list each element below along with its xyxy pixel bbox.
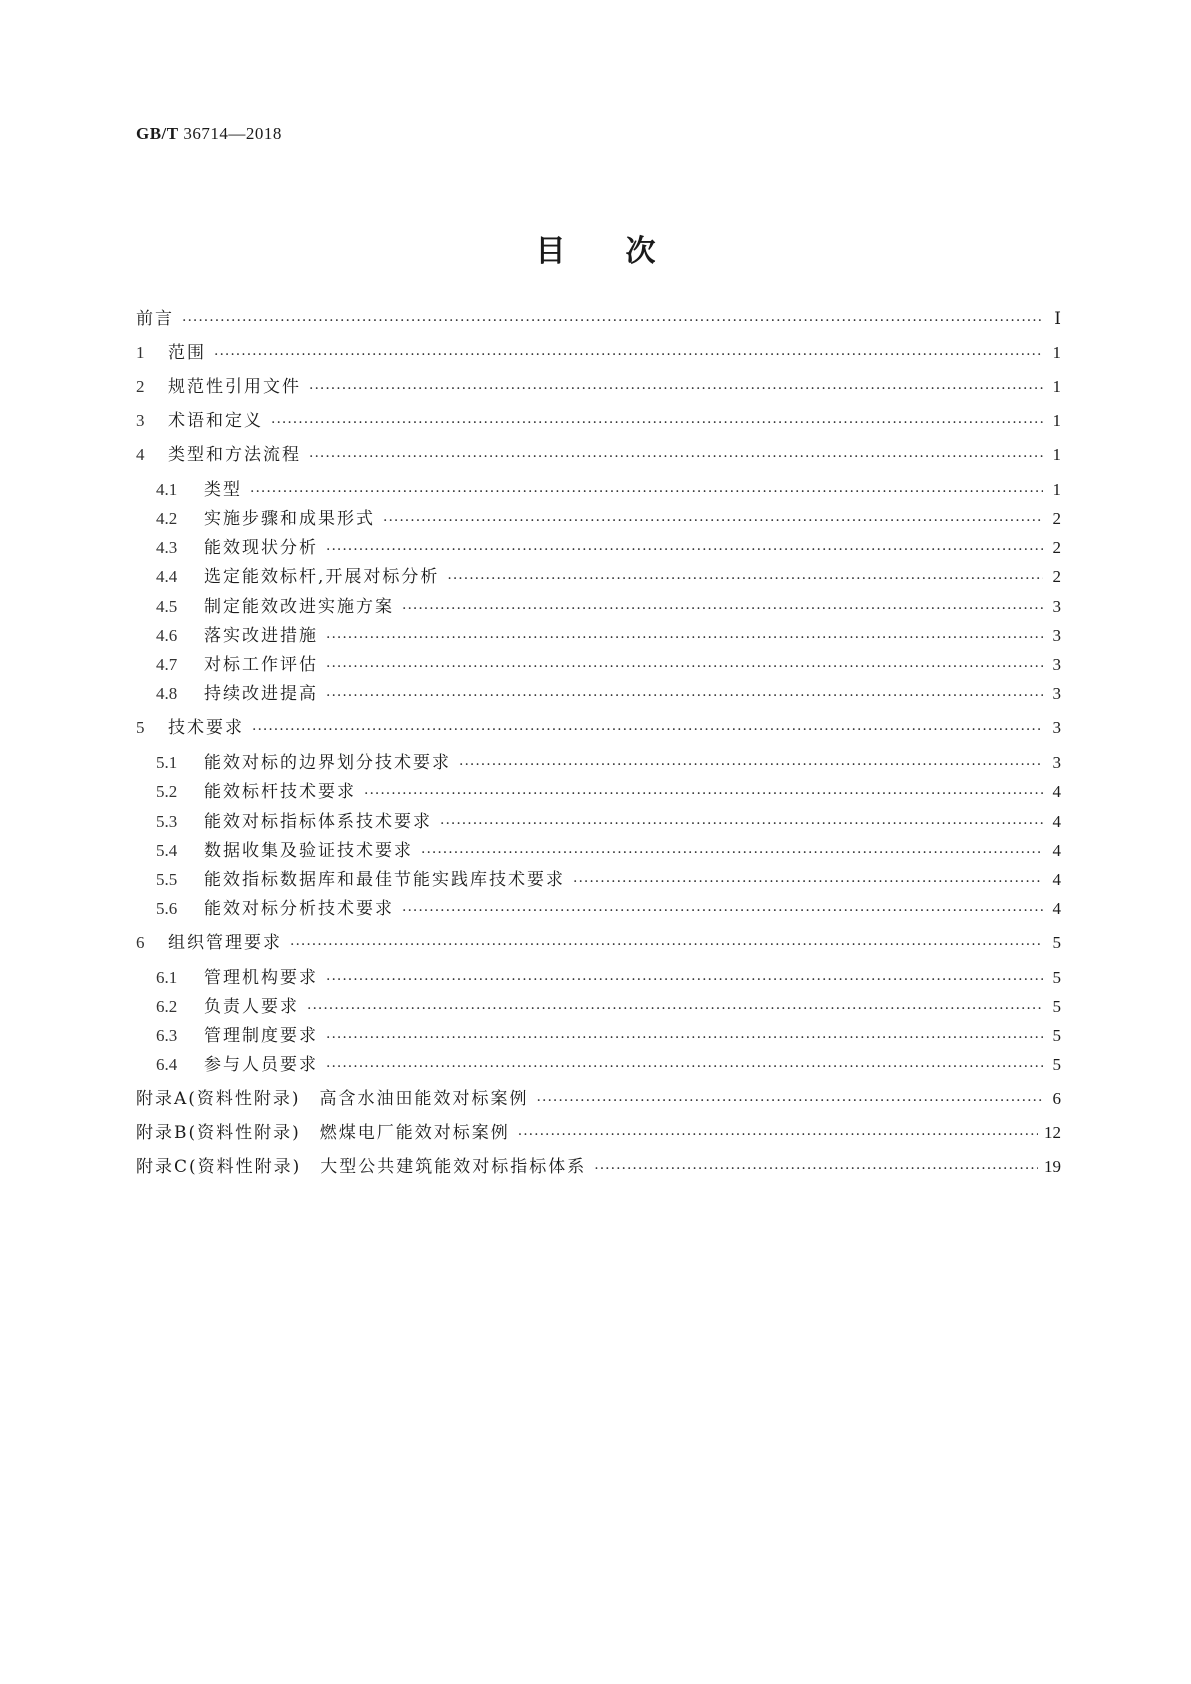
toc-leader-dots <box>537 1087 1043 1111</box>
toc-leader-dots <box>440 810 1043 834</box>
toc-entry[interactable] <box>136 409 1061 433</box>
toc-entry-number: 1 <box>136 343 145 362</box>
toc-entry[interactable] <box>156 507 1061 531</box>
toc-entry[interactable] <box>156 565 1061 589</box>
toc-entry-label: 范围 <box>168 343 206 363</box>
toc-entry-page-number: 1 <box>1052 377 1061 396</box>
toc-entry[interactable] <box>156 995 1061 1019</box>
toc-leader-dots <box>326 1053 1043 1077</box>
toc-entry-page-number: 1 <box>1052 411 1061 430</box>
toc-entry-page-number: Ⅰ <box>1054 309 1061 328</box>
toc-leader-dots <box>447 565 1043 589</box>
toc-entry-page-number: 1 <box>1052 343 1061 362</box>
toc-entry-page-number: 2 <box>1052 567 1061 586</box>
toc-entry-page-number: 4 <box>1052 812 1061 831</box>
toc-entry-label: 前言 <box>136 309 174 329</box>
toc-entry[interactable] <box>136 1155 1061 1179</box>
toc-entry-page-number: 3 <box>1052 718 1061 737</box>
toc-entry-page-number: 2 <box>1052 538 1061 557</box>
standard-number: 36714—2018 <box>183 124 282 143</box>
toc-entry-label: 制定能效改进实施方案 <box>204 597 394 617</box>
toc-entry-label: 组织管理要求 <box>168 933 282 953</box>
toc-entry-page-number: 5 <box>1052 997 1061 1016</box>
toc-leader-dots <box>402 595 1043 619</box>
toc-entry-page-number: 12 <box>1044 1123 1061 1142</box>
toc-entry[interactable] <box>156 1024 1061 1048</box>
standard-prefix: GB/T <box>136 124 179 143</box>
toc-entry[interactable] <box>156 653 1061 677</box>
toc-entry-label: 术语和定义 <box>168 411 263 431</box>
toc-entry-number: 4.6 <box>156 626 178 645</box>
toc-leader-dots <box>309 375 1043 399</box>
toc-leader-dots <box>326 1024 1043 1048</box>
toc-entry-number: 6.2 <box>156 997 178 1016</box>
toc-leader-dots <box>271 409 1043 433</box>
toc-entry-page-number: 5 <box>1052 1055 1061 1074</box>
toc-leader-dots <box>326 624 1043 648</box>
toc-entry-label: 技术要求 <box>168 718 244 738</box>
toc-entry-number: 4.3 <box>156 538 178 557</box>
toc-entry-page-number: 4 <box>1052 782 1061 801</box>
toc-entry-page-number: 1 <box>1052 445 1061 464</box>
toc-entry-number: 5.6 <box>156 899 178 918</box>
toc-entry-number: 6.3 <box>156 1026 178 1045</box>
toc-entry-number: 4.5 <box>156 597 178 616</box>
toc-entry-label: 持续改进提高 <box>204 684 318 704</box>
page-title: 目次 <box>535 234 716 269</box>
toc-entry-page-number: 4 <box>1052 841 1061 860</box>
toc-entry-label: 落实改进措施 <box>204 626 318 646</box>
toc-entry[interactable] <box>136 443 1061 467</box>
toc-entry-label: 参与人员要求 <box>204 1055 318 1075</box>
toc-leader-dots <box>326 966 1043 990</box>
toc-leader-dots <box>573 868 1043 892</box>
toc-entry-page-number: 19 <box>1044 1157 1061 1176</box>
toc-entry[interactable] <box>136 375 1061 399</box>
toc-entry-page-number: 3 <box>1052 597 1061 616</box>
toc-entry-page-number: 2 <box>1052 509 1061 528</box>
toc-entry-page-number: 3 <box>1052 626 1061 645</box>
toc-entry-label: 能效对标的边界划分技术要求 <box>204 753 451 773</box>
toc-entry[interactable] <box>156 810 1061 834</box>
toc-entry-number: 5.5 <box>156 870 178 889</box>
toc-entry-number: 5.4 <box>156 841 178 860</box>
toc-entry[interactable] <box>156 966 1061 990</box>
toc-entry-page-number: 5 <box>1052 933 1061 952</box>
toc-entry[interactable] <box>156 868 1061 892</box>
toc-leader-dots <box>383 507 1043 531</box>
toc-leader-dots <box>182 307 1043 331</box>
toc-leader-dots <box>421 839 1043 863</box>
toc-entry-page-number: 6 <box>1052 1089 1061 1108</box>
toc-entry-number: 6 <box>136 933 145 952</box>
toc-entry-page-number: 4 <box>1052 870 1061 889</box>
toc-entry[interactable] <box>156 1053 1061 1077</box>
toc-entry[interactable] <box>136 931 1061 955</box>
toc-leader-dots <box>214 341 1043 365</box>
toc-leader-dots <box>326 653 1043 677</box>
toc-entry-label: 选定能效标杆,开展对标分析 <box>204 567 440 587</box>
toc-entry-label: 类型 <box>204 480 242 500</box>
toc-entry[interactable] <box>156 780 1061 804</box>
toc-entry[interactable] <box>156 595 1061 619</box>
toc-entry-number: 4.7 <box>156 655 178 674</box>
toc-entry-page-number: 3 <box>1052 753 1061 772</box>
toc-entry-label: 附录C(资料性附录) 大型公共建筑能效对标指标体系 <box>136 1157 587 1177</box>
toc-entry[interactable] <box>156 624 1061 648</box>
toc-entry[interactable] <box>156 536 1061 560</box>
toc-entry[interactable] <box>156 751 1061 775</box>
toc-entry[interactable] <box>136 341 1061 365</box>
toc-entry[interactable] <box>136 307 1061 331</box>
toc-leader-dots <box>309 443 1043 467</box>
toc-entry-number: 4.1 <box>156 480 178 499</box>
toc-leader-dots <box>307 995 1043 1019</box>
toc-entry-number: 5.2 <box>156 782 178 801</box>
toc-entry-number: 5.3 <box>156 812 178 831</box>
toc-entry-label: 能效对标指标体系技术要求 <box>204 812 432 832</box>
toc-entry-label: 数据收集及验证技术要求 <box>204 841 413 861</box>
toc-leader-dots <box>250 478 1043 502</box>
toc-entry-number: 6.4 <box>156 1055 178 1074</box>
toc-entry-page-number: 3 <box>1052 655 1061 674</box>
toc-entry-page-number: 5 <box>1052 968 1061 987</box>
toc-entry-number: 5 <box>136 718 145 737</box>
toc-entry[interactable] <box>136 1121 1061 1145</box>
toc-leader-dots <box>459 751 1043 775</box>
toc-entry-page-number: 1 <box>1052 480 1061 499</box>
toc-leader-dots <box>594 1155 1038 1179</box>
toc-entry-label: 规范性引用文件 <box>168 377 301 397</box>
toc-leader-dots <box>402 897 1043 921</box>
toc-entry-number: 3 <box>136 411 145 430</box>
standard-code <box>136 124 282 144</box>
toc-entry[interactable] <box>156 682 1061 706</box>
toc-leader-dots <box>252 716 1043 740</box>
toc-entry-number: 2 <box>136 377 145 396</box>
toc-entry-label: 对标工作评估 <box>204 655 318 675</box>
toc-entry[interactable] <box>156 897 1061 921</box>
toc-leader-dots <box>326 682 1043 706</box>
toc-entry-label: 附录B(资料性附录) 燃煤电厂能效对标案例 <box>136 1123 510 1143</box>
toc-leader-dots <box>290 931 1043 955</box>
toc-entry-label: 附录A(资料性附录) 高含水油田能效对标案例 <box>136 1089 529 1109</box>
toc-leader-dots <box>518 1121 1038 1145</box>
toc-entry-label: 负责人要求 <box>204 997 299 1017</box>
toc-entry-number: 5.1 <box>156 753 178 772</box>
toc-entry-page-number: 3 <box>1052 684 1061 703</box>
toc-entry[interactable] <box>136 716 1061 740</box>
toc-entry-label: 能效指标数据库和最佳节能实践库技术要求 <box>204 870 565 890</box>
toc-entry-number: 6.1 <box>156 968 178 987</box>
toc-entry-number: 4.8 <box>156 684 178 703</box>
toc-entry-page-number: 5 <box>1052 1026 1061 1045</box>
toc-entry-label: 能效对标分析技术要求 <box>204 899 394 919</box>
toc-entry[interactable] <box>156 839 1061 863</box>
toc-entry-label: 能效现状分析 <box>204 538 318 558</box>
toc-entry-label: 管理机构要求 <box>204 968 318 988</box>
toc-entry[interactable] <box>136 1087 1061 1111</box>
toc-entry-label: 能效标杆技术要求 <box>204 782 356 802</box>
toc-entry-number: 4 <box>136 445 145 464</box>
toc-entry[interactable] <box>156 478 1061 502</box>
toc-entry-number: 4.4 <box>156 567 178 586</box>
toc-leader-dots <box>364 780 1043 804</box>
toc-entry-number: 4.2 <box>156 509 178 528</box>
toc-entry-label: 实施步骤和成果形式 <box>204 509 375 529</box>
toc-entry-label: 类型和方法流程 <box>168 445 301 465</box>
toc-entry-label: 管理制度要求 <box>204 1026 318 1046</box>
toc-entry-page-number: 4 <box>1052 899 1061 918</box>
toc-leader-dots <box>326 536 1043 560</box>
